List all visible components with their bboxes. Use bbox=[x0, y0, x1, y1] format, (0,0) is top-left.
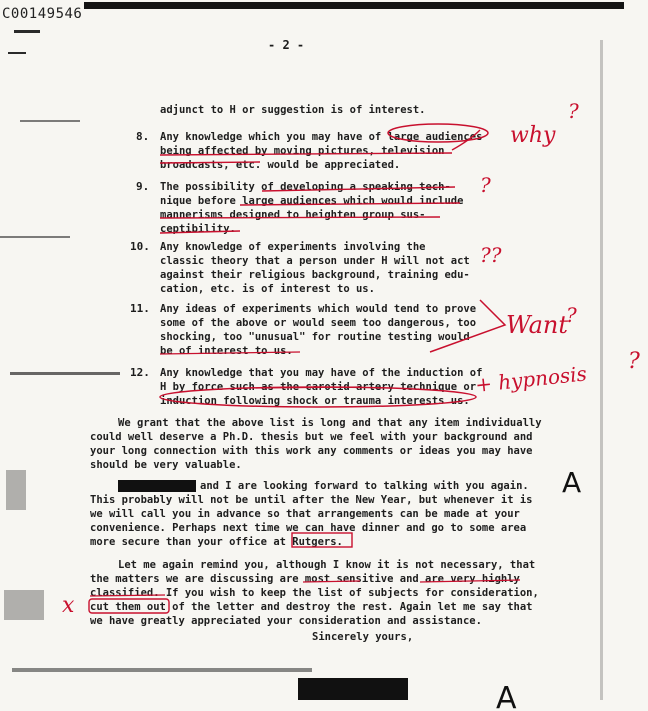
item-number: 12. bbox=[130, 366, 150, 379]
document-id: C00149546 bbox=[2, 6, 83, 22]
item-10-line: cation, etc. is of interest to us. bbox=[160, 283, 375, 295]
item-8-line: Any knowledge which you may have of large audiences bbox=[160, 131, 483, 143]
paragraph-2-line: more secure than your office at Rutgers. bbox=[90, 536, 343, 548]
scan-noise bbox=[10, 372, 120, 375]
item-9-line: mannerisms designed to heighten group sus- bbox=[160, 209, 426, 221]
item-10-line: classic theory that a person under H will not act bbox=[160, 255, 470, 267]
item-12-line: Any knowledge that you may have of the induction of bbox=[160, 367, 483, 379]
item-number: 11. bbox=[130, 302, 150, 315]
paragraph-3-line: cut them out of the letter and destroy the rest. Again let me say that bbox=[90, 601, 533, 613]
scan-noise bbox=[600, 40, 603, 700]
item-11-line: Any ideas of experiments which would tend to prove bbox=[160, 303, 477, 315]
scan-noise bbox=[20, 120, 80, 122]
annotation-a: A bbox=[562, 466, 582, 499]
scan-noise bbox=[8, 52, 26, 54]
paragraph-3-line: Let me again remind you, although I know it is not necessary, that bbox=[118, 559, 536, 571]
paragraph-1-line: should be very valuable. bbox=[90, 459, 242, 471]
item-8-line: being affected by moving pictures, television bbox=[160, 145, 445, 157]
paragraph-1-line: could well deserve a Ph.D. thesis but we feel with your background and bbox=[90, 431, 533, 443]
item-8-line: broadcasts, etc. would be appreciated. bbox=[160, 159, 401, 171]
redaction-bar bbox=[118, 480, 196, 492]
annotation-question: ? bbox=[480, 173, 491, 197]
top-border-bar bbox=[84, 2, 624, 9]
scan-noise bbox=[14, 30, 40, 33]
annotation-question: ? bbox=[566, 303, 577, 327]
annotation-why: why bbox=[510, 123, 556, 148]
annotation-hypnosis: + hypnosis bbox=[474, 361, 588, 397]
paragraph-1-line: We grant that the above list is long and that any item individually bbox=[118, 417, 542, 429]
item-11-line: be of interest to us. bbox=[160, 345, 293, 357]
scan-noise bbox=[12, 668, 312, 672]
item-12-line: H by force such as the carotid artery technique or bbox=[160, 381, 477, 393]
paragraph-2-line: This probably will not be until after the New Year, but whenever it is bbox=[90, 494, 533, 506]
annotation-question: ?? bbox=[480, 243, 502, 267]
signature-redaction bbox=[298, 678, 408, 700]
item-9-line: The possibility of developing a speaking tech- bbox=[160, 181, 451, 193]
item-10-line: against their religious background, training edu- bbox=[160, 269, 470, 281]
annotation-x-mark: x bbox=[62, 593, 75, 618]
paragraph-3-line: classified. If you wish to keep the list of subjects for consideration, bbox=[90, 587, 539, 599]
item-number: 8. bbox=[136, 130, 150, 143]
item-9-line: ceptibility. bbox=[160, 223, 236, 235]
scan-noise bbox=[4, 590, 44, 620]
item-number: 10. bbox=[130, 240, 150, 253]
closing: Sincerely yours, bbox=[312, 631, 414, 643]
paragraph-2-line: convenience. Perhaps next time we can have dinner and go to some area bbox=[90, 522, 527, 534]
scan-noise bbox=[6, 470, 26, 510]
item-9-line: nique before large audiences which would include bbox=[160, 195, 464, 207]
item-11-line: some of the above or would seem too dangerous, too bbox=[160, 317, 477, 329]
page-number: - 2 - bbox=[268, 38, 305, 52]
scan-noise bbox=[0, 236, 70, 238]
annotation-a: A bbox=[496, 681, 517, 711]
annotation-question: ? bbox=[568, 99, 579, 123]
intro-line: adjunct to H or suggestion is of interest. bbox=[160, 104, 426, 116]
paragraph-1-line: your long connection with this work any comments or ideas you may have bbox=[90, 445, 533, 457]
paragraph-2-line: we will call you in advance so that arrangements can be made at your bbox=[90, 508, 520, 520]
item-12-line: induction following shock or trauma interests us. bbox=[160, 395, 470, 407]
paragraph-3-line: we have greatly appreciated your consideration and assistance. bbox=[90, 615, 482, 627]
paragraph-2-line: and I are looking forward to talking with you again. bbox=[200, 480, 529, 492]
annotation-question: ? bbox=[628, 349, 640, 374]
item-11-line: shocking, too "unusual" for routine testing would bbox=[160, 331, 470, 343]
paragraph-3-line: the matters we are discussing are most sensitive and are very highly bbox=[90, 573, 520, 585]
item-10-line: Any knowledge of experiments involving the bbox=[160, 241, 426, 253]
item-number: 9. bbox=[136, 180, 150, 193]
annotation-want: Want bbox=[506, 311, 568, 339]
